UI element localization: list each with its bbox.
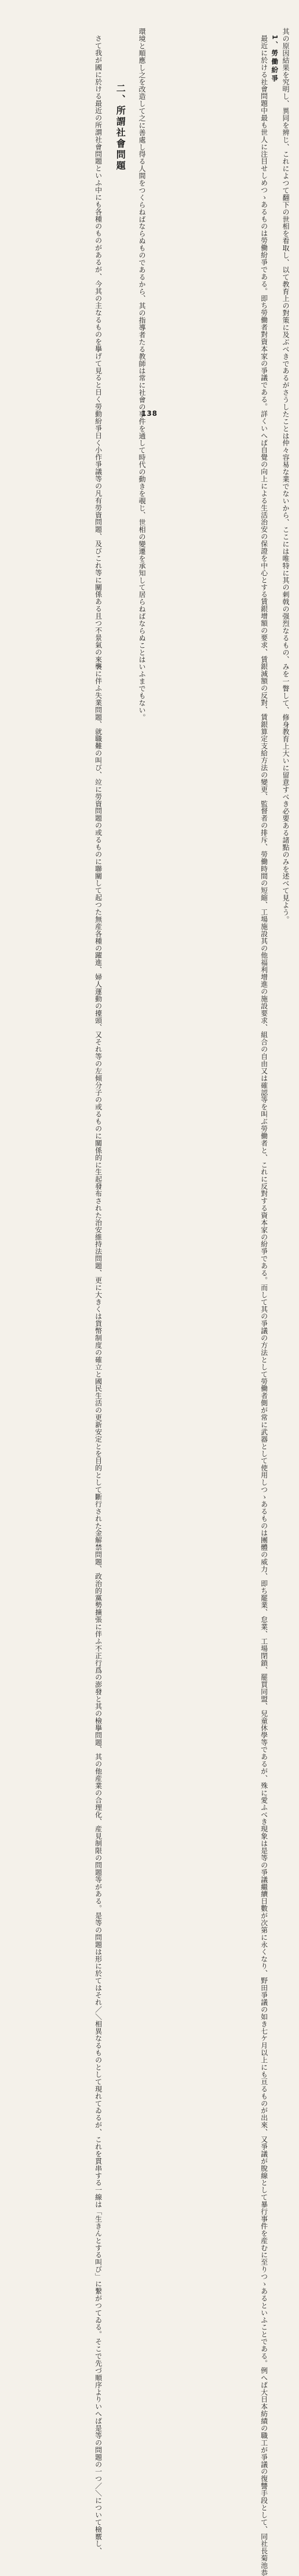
section-heading: 二、所謂社會問題 bbox=[115, 84, 126, 172]
paragraph: 最近に於ける社會問題中最も世人に注目せしめつゝあるものは勞働紛爭である。即ち勞働者對資本家の爭議である。詳くいへば自覺の向上による生活治安の保證を中心とする賃銀增額の要求、賃銀減額の反對、賃銀算定支給方法の變更、監督者の排斥、勞働時間の短縮、工場施設其の他福利增進の施設要求、組合の自由又は確認等を叫ぶ勞働者と、これに反對する資本家の紛爭である。而して其の爭議の方法として勞働者側が常に武器として使用しつゝあるものは團體の威力、即ち罷業、怠業、工場閉鎖、罷買同盟、兒童休學等であるが、殊に愛ふべき現象は是等の爭議繼續日數が次第に永くなり、野田爭議の如き七ケ月以上にも亘るものが出來、又爭議が脫線として暴行事件を産むに至りつゝあるといふことである。例へば大日本紡績の職工が爭議の復讐手段として、同社長菊池恭 bbox=[260, 35, 268, 2576]
paragraph-continued: 其の原因結果を究明し、異同を辨じ、これによつて翻下の世相を看取し、以て教育上の對策に及ぶべきであるがさうしたことは仲々容易な業でないから、ここには唯特に其の刺戟の强烈なるもの、みを一瞥して、修身教育上大いに留意すべき必要ある諸點のみを述べて見よう。 bbox=[282, 28, 290, 923]
blank-line bbox=[104, 28, 111, 376]
subsection-heading: 1、勞働紛爭 bbox=[271, 34, 279, 84]
page-number: 138 bbox=[141, 409, 158, 418]
blank-line bbox=[129, 28, 136, 376]
paragraph-continued: 環境と順應し之を改造して之に善處し得る人間をつくらねばならぬものであるから、其の指導者たる教師は常に社會の事件を通して時代の動きを覗じ、世相の變遷を承知して居らねばならぬことはいふまでもない。 bbox=[138, 28, 146, 721]
paragraph: さて我が國に於ける最近の所謂社會問題といふ中にも各種のものがあるが、今其の主なるものを擧げて見ると日く勞動紛爭日く小作爭議等の凡有勞資問題、及びこれ等に關係ある且つ不景氣の來襲に伴ふ失業問題、就職難の叫び、竝に勞資問題の或るものに聯關して起つた無産各種の躍進、婦人運動の擡頭、又それ等の左傾分子の或るものに關係的に生起發布された治安維持法問題、更に大きくは貨幣制度の確立と國民生活の更新安定とを目的として斷行された金解禁問題、政治的黨勢擴張に伴ふ不正行爲の澎發と其の檢擧問題、其の他産業の合理化、産見制限の問題等がある。是等の問題は形に於てはそれ／＼相異なるものとして現れてゐるが、これを貫串する一線は「生きんとする叫び」に繋がつてゐる。そこで先づ順序よりいへば是等の問題の一つ／＼について檢覈し、 bbox=[94, 35, 103, 2555]
left-text-column bbox=[12, 28, 147, 2555]
right-text-column bbox=[158, 28, 291, 2576]
